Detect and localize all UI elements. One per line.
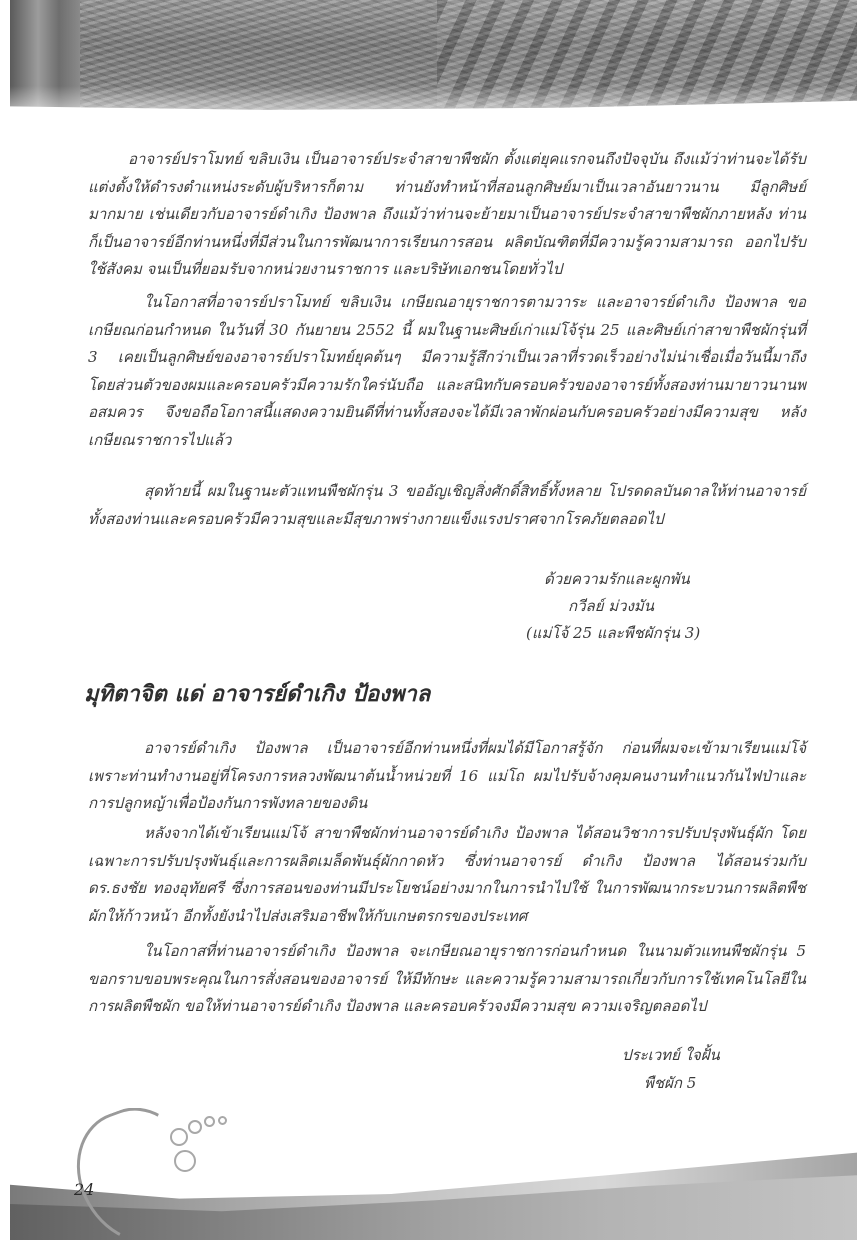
footer-decoration	[10, 1108, 857, 1240]
section1-signature	[520, 566, 820, 647]
section2-paragraph-2: หลังจากได้เข้าเรียนแม่โจ้ สาขาพืชผักท่านอาจารย์ดำเกิง ป้องพาล ได้สอนวิชาการปรับปรุงพันธุ์ผัก โดยเฉพาะการปรับปรุงพันธุ์และการผลิตเมล็ดพันธุ์ผักกาดหัว ซึ่งท่านอาจารย์ ดำเกิง ป้องพาล ได้สอนร่วมกับ ดร.ธงชัย ทองอุทัยศรี ซึ่งการสอนของท่านมีประโยชน์อย่างมากในการนำไปใช้ ในการพัฒนากระบวนการผลิตพืชผักให้ก้าวหน้า อีกทั้งยังนำไปส่งเสริมอาชีพให้กับเกษตรกรของประเทศ	[88, 824, 806, 925]
section2-signature	[622, 1041, 822, 1097]
section1-paragraph-2: ในโอกาสที่อาจารย์ปราโมทย์ ขลิบเงิน เกษียณอายุราชการตามวาระ และอาจารย์ดำเกิง ป้องพาล ขอเกษียณก่อนกำหนด ในวันที่ 30 กันยายน 2552 นี้ ผมในฐานะศิษย์เก่าแม่โจ้รุ่น 25 และศิษย์เก่าสาขาพืชผักรุ่นที่ 3 เคยเป็นลูกศิษย์ของอาจารย์ปราโมทย์ยุคต้นๆ มีความรู้สึกว่าเป็นเวลาที่รวดเร็วอย่างไม่น่าเชื่อเมื่อวันนี้มาถึง โดยส่วนตัวของผมและครอบครัวมีความรักใคร่นับถือ และสนิทกับครอบครัวของอาจารย์ทั้งสองท่านมายาวนานพอสมควร จึงขอถือโอกาสนี้แสดงความยินดีที่ท่านทั้งสองจะได้มีเวลาพักผ่อนกับครอบครัวอย่างมีความสุข หลังเกษียณราชการไปแล้ว	[88, 293, 806, 449]
section1-paragraph-3: สุดท้ายนี้ ผมในฐานะตัวแทนพืชผักรุ่น 3 ขออัญเชิญสิ่งศักดิ์สิทธิ์ทั้งหลาย โปรดดลบันดาลให้ท่านอาจารย์ทั้งสองท่านและครอบครัวมีความสุขและมีสุขภาพร่างกายแข็งแรงปราศจากโรคภัยตลอดไป	[88, 482, 806, 528]
section1-paragraph-1: อาจารย์ปราโมทย์ ขลิบเงิน เป็นอาจารย์ประจำสาขาพืชผัก ตั้งแต่ยุคแรกจนถึงปัจจุบัน ถึงแม้ว่าท่านจะได้รับแต่งตั้งให้ดำรงตำแหน่งระดับผู้บริหารก็ตาม ท่านยังทำหน้าที่สอนลูกศิษย์มาเป็นเวลาอันยาวนาน มีลูกศิษย์มากมาย เช่นเดียวกับอาจารย์ดำเกิง ป้องพาล ถึงแม้ว่าท่านจะย้ายมาเป็นอาจารย์ประจำสาขาพืชผักภายหลัง ท่านก็เป็นอาจารย์อีกท่านหนึ่งที่มีส่วนในการพัฒนาการเรียนการสอน ผลิตบัณฑิตที่มีความรู้ความสามารถ ออกไปรับใช้สังคม จนเป็นที่ยอมรับจากหน่วยงานราชการ และบริษัทเอกชนโดยทั่วไป	[88, 150, 806, 278]
signature-name: กวีลย์ ม่วงมัน	[568, 597, 655, 615]
signature-note: (แม่โจ้ 25 และพืชผักรุ่น 3)	[526, 624, 701, 642]
page-number: 24	[74, 1180, 95, 1199]
section2-heading: มุทิตาจิต แด่ อาจารย์ดำเกิง ป้องพาล	[84, 681, 431, 707]
section2-paragraph-3: ในโอกาสที่ท่านอาจารย์ดำเกิง ป้องพาล จะเกษียณอายุราชการก่อนกำหนด ในนามตัวแทนพืชผักรุ่น 5 ขอกราบขอบพระคุณในการสั่งสอนของอาจารย์ ให้มีทักษะ และความรู้ความสามารถเกี่ยวกับการใช้เทคโนโลยีในการผลิตพืชผัก ขอให้ท่านอาจารย์ดำเกิง ป้องพาล และครอบครัวจงมีความสุข ความเจริญตลอดไป	[88, 942, 806, 1015]
signature-note: พืชผัก 5	[644, 1074, 697, 1092]
signature-closing: ด้วยความรักและผูกพัน	[544, 570, 690, 588]
header-photo-banner	[10, 0, 857, 112]
section2-paragraph-1: อาจารย์ดำเกิง ป้องพาล เป็นอาจารย์อีกท่านหนึ่งที่ผมได้มีโอกาสรู้จัก ก่อนที่ผมจะเข้ามาเรียนแม่โจ้ เพราะท่านทำงานอยู่ที่โครงการหลวงพัฒนาต้นน้ำหน่วยที่ 16 แม่โถ ผมไปรับจ้างคุมคนงานทำแนวกันไฟป่าและการปลูกหญ้าเพื่อป้องกันการพังทลายของดิน	[88, 739, 806, 812]
signature-name: ประเวทย์ ใจฝั้น	[622, 1046, 720, 1064]
